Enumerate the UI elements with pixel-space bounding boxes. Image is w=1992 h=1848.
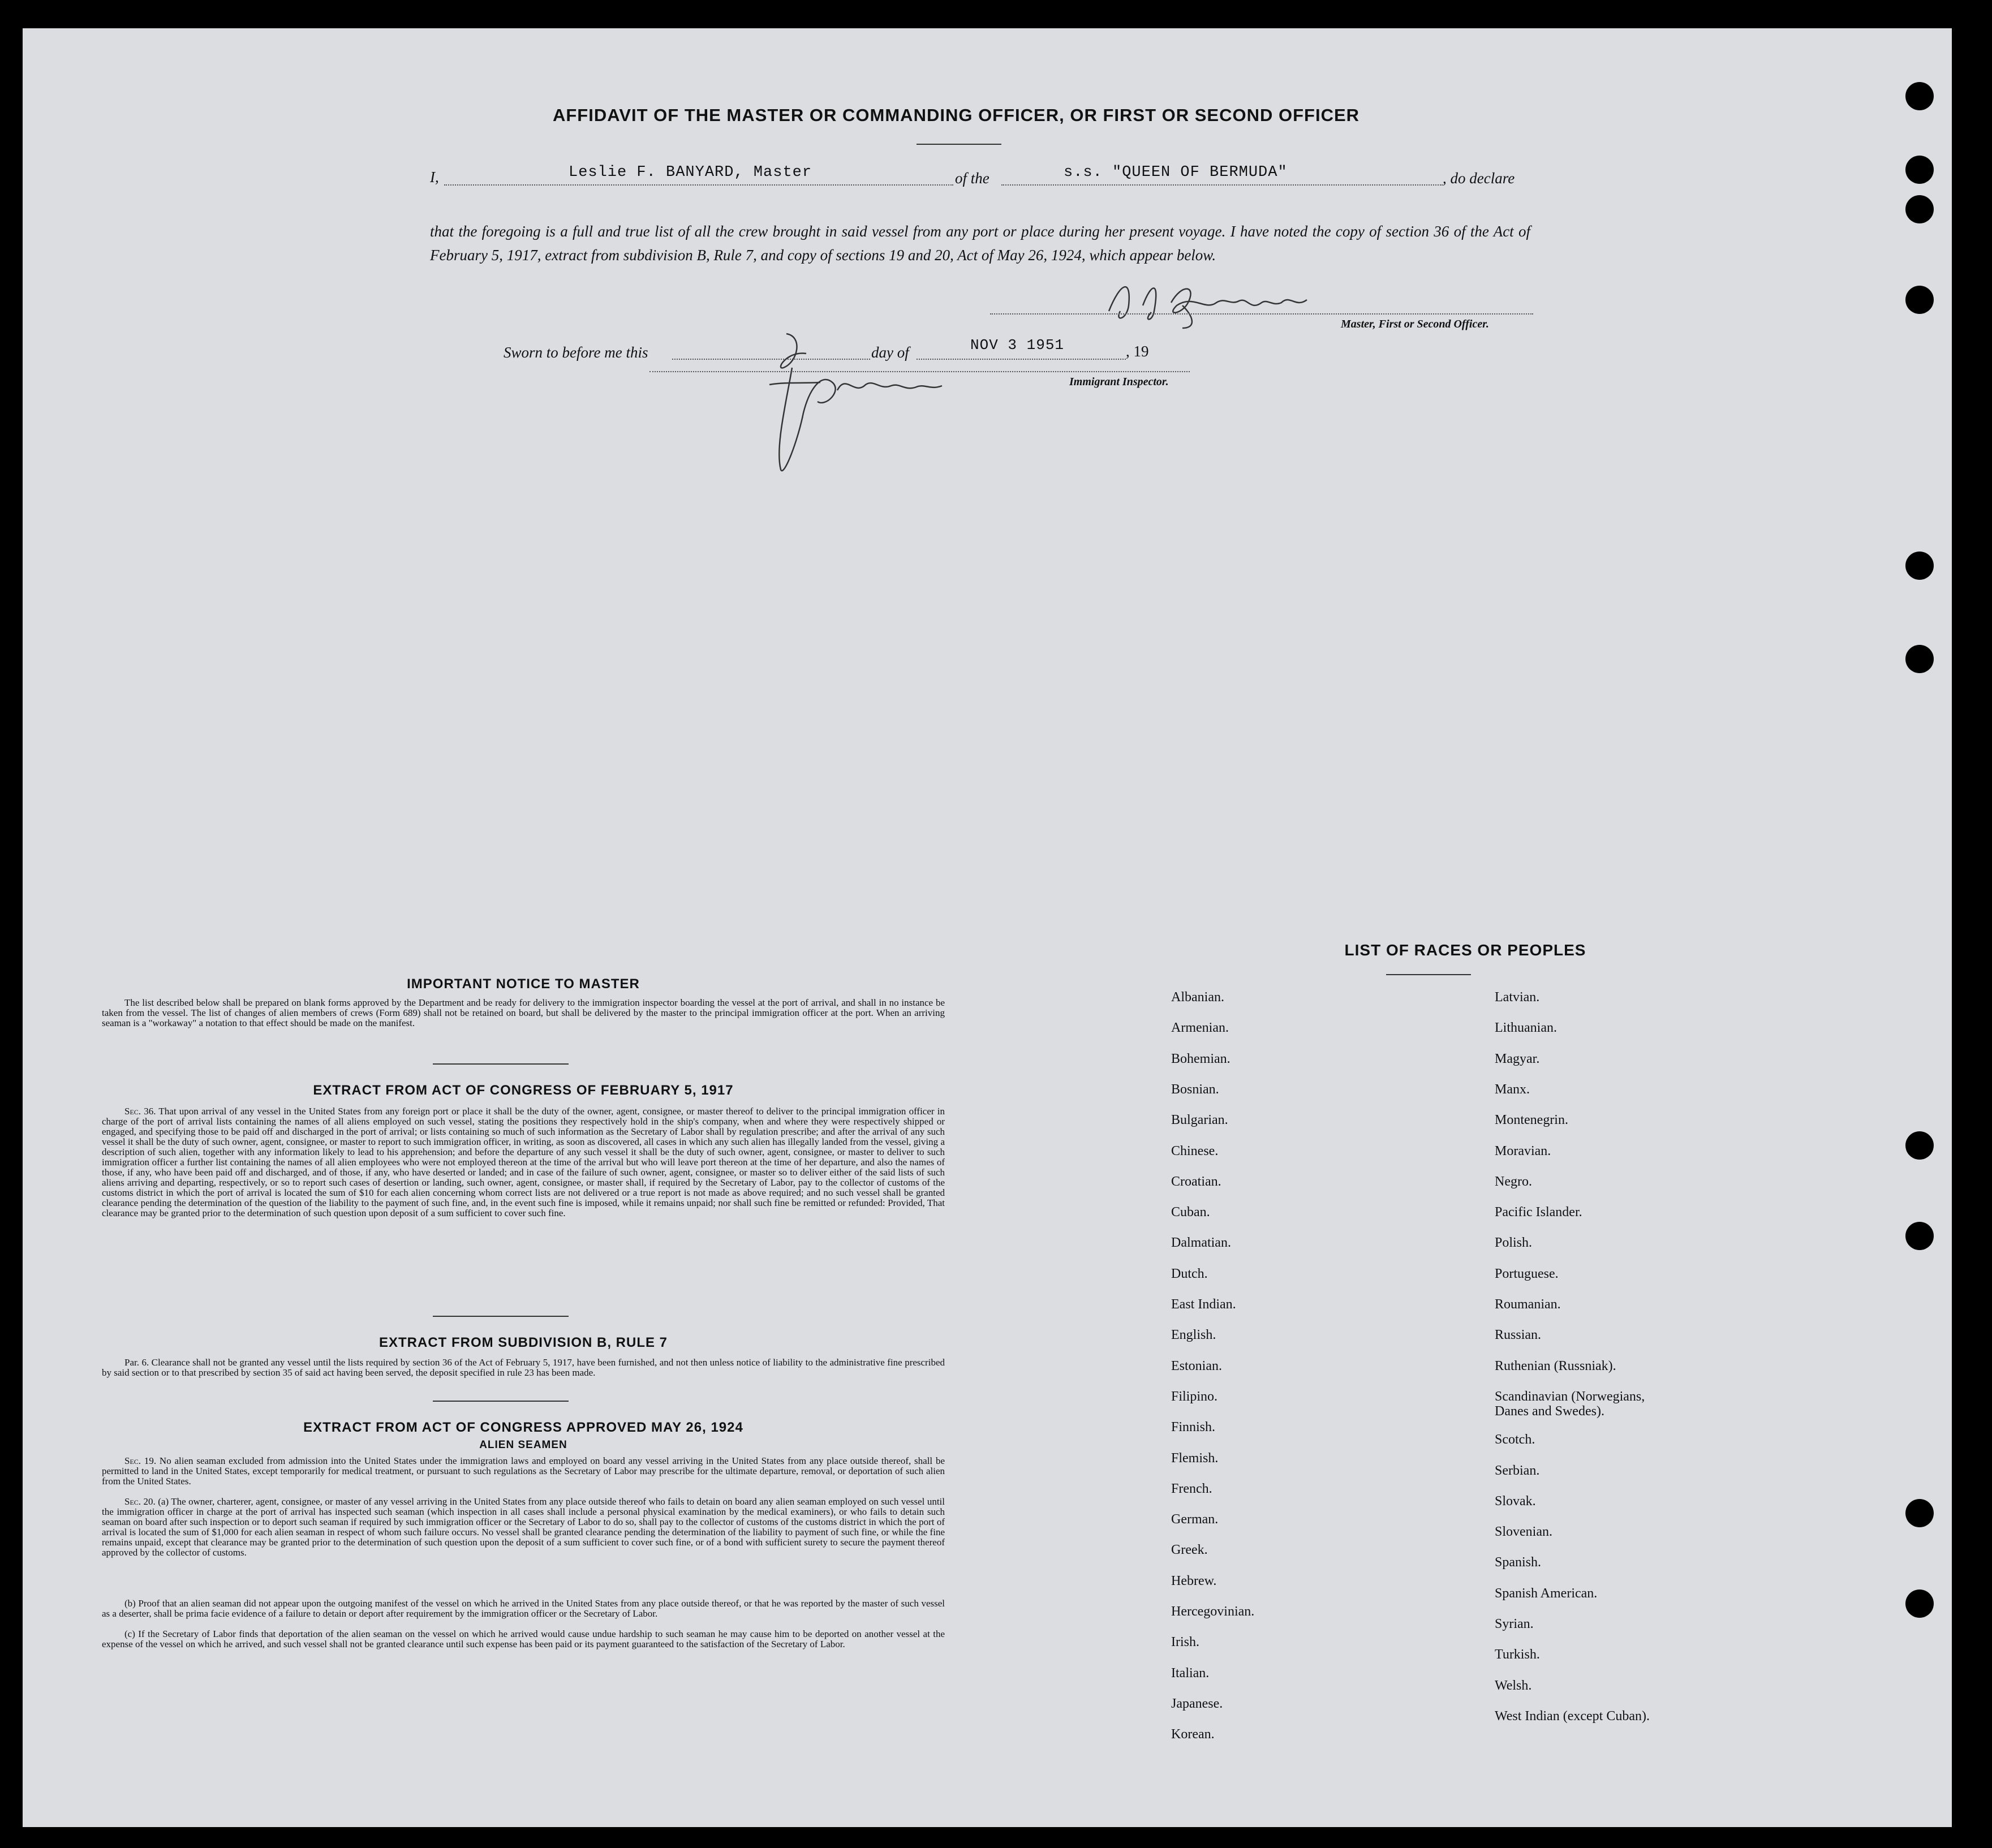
notice-title: IMPORTANT NOTICE TO MASTER <box>407 976 640 992</box>
notice-text: The list described below shall be prepared on blank forms approved by the Department and be ready for delivery to the immigration inspector boarding the vessel at the port of arrival, and shall in no instance be taken from the vessel. The list of changes of alien members of crews (Form 689) shall not be retained on board, but shall be delivered by the master to the principal immigration officer at the port. When an arriving seaman is a "workaway" a notation to that effect should be made on the manifest. <box>102 997 945 1028</box>
race-item: Greek. <box>1171 1543 1208 1558</box>
race-item: Korean. <box>1171 1727 1215 1742</box>
race-item: Dalmatian. <box>1171 1235 1231 1251</box>
races-title-rule <box>1386 974 1471 975</box>
race-item: Estonian. <box>1171 1358 1222 1373</box>
race-item: Albanian. <box>1171 990 1224 1005</box>
sec-19-label: Sec. 19. <box>124 1455 157 1466</box>
race-item: Japanese. <box>1171 1696 1223 1711</box>
race-item: Hercegovinian. <box>1171 1604 1255 1619</box>
title-rule <box>917 144 1001 145</box>
race-item: Welsh. <box>1495 1678 1532 1693</box>
sec-20a-body: (a) The owner, charterer, agent, consignee, or master of any vessel arriving in the United States from any place outside thereof who fails to detain on board any alien seaman employed on such vessel until the immigration officer in charge at the port of arrival has inspected such seaman (which inspection in all cases shall include a personal physical examination by the medical examiners), or who fails to detain such seaman on board after such inspection or to deport such seaman if required by such immigration officer or the Secretary of Labor to do so, shall pay to the collector of customs of the customs district in which the port of arrival is located the sum of $1,000 for each alien seaman in respect of whom such failure occurs. No vessel shall be granted clearance pending the determination of the liability to payment of such fine, or while the fine remains unpaid, except that clearance may be granted prior to the determination of such question upon the deposit of a sum sufficient to cover such fine, or of a bond with sufficient surety to secure the payment thereof approved by the collector of customs. <box>102 1496 945 1558</box>
vessel-name-line <box>1001 184 1443 186</box>
race-item: Pacific Islander. <box>1495 1205 1582 1220</box>
affidavit-title: AFFIDAVIT OF THE MASTER OR COMMANDING OFFICER, OR FIRST OR SECOND OFFICER <box>552 105 1360 125</box>
section-rule <box>433 1316 569 1317</box>
section-rule <box>433 1401 569 1402</box>
sec-20c-text: (c) If the Secretary of Labor finds that deportation of the alien seaman on the vessel on which he arrived would cause undue hardship to such seaman he may cause him to be deported on another vessel at the expense of the vessel on which he arrived, and such vessel shall not be granted clearance until such expense has been paid or its payment guaranteed to the satisfaction of the Secretary of Labor. <box>102 1629 945 1649</box>
race-item: Slovak. <box>1495 1493 1536 1509</box>
race-item: Filipino. <box>1171 1389 1218 1404</box>
race-item: Italian. <box>1171 1665 1210 1681</box>
race-item: Roumanian. <box>1495 1297 1561 1312</box>
race-item: Ruthenian (Russniak). <box>1495 1358 1616 1373</box>
race-item: Moravian. <box>1495 1143 1551 1158</box>
binder-hole <box>1905 82 1934 110</box>
race-item: Chinese. <box>1171 1143 1219 1158</box>
race-item: Serbian. <box>1495 1463 1540 1478</box>
race-item: Bulgarian. <box>1171 1113 1228 1128</box>
binder-hole <box>1905 1589 1934 1618</box>
race-item: Dutch. <box>1171 1266 1208 1281</box>
do-declare-label: , do declare <box>1443 170 1515 187</box>
inspector-caption: Immigrant Inspector. <box>1069 376 1169 388</box>
races-title: LIST OF RACES OR PEOPLES <box>1344 941 1586 959</box>
race-item: Slovenian. <box>1495 1524 1552 1540</box>
race-item: West Indian (except Cuban). <box>1495 1708 1650 1724</box>
sworn-label: Sworn to before me this <box>504 344 648 361</box>
inspector-signature <box>752 328 990 475</box>
race-item: Lithuanian. <box>1495 1020 1557 1036</box>
race-item: English. <box>1171 1328 1216 1343</box>
race-item: Armenian. <box>1171 1020 1229 1036</box>
rule7-title: EXTRACT FROM SUBDIVISION B, RULE 7 <box>378 1335 668 1350</box>
race-item: Montenegrin. <box>1495 1113 1568 1128</box>
race-item: Polish. <box>1495 1235 1533 1251</box>
signature-line <box>990 313 1533 315</box>
day-of-label: day of <box>871 344 909 361</box>
sec-20b-text: (b) Proof that an alien seaman did not appear upon the outgoing manifest of the vessel on which he arrived in the United States from any place outside thereof, or that he was reported by the master of such vessel as a deserter, shall be prima facie evidence of a failure to detain or deport after requirement by the immigration officer or the Secretary of Labor. <box>102 1598 945 1619</box>
section-rule <box>433 1063 569 1065</box>
race-item: Hebrew. <box>1171 1573 1217 1588</box>
race-item: East Indian. <box>1171 1297 1236 1312</box>
master-signature <box>1098 272 1324 334</box>
binder-hole <box>1905 1131 1934 1160</box>
signature-caption: Master, First or Second Officer. <box>1341 318 1489 330</box>
sec-20-label: Sec. 20. <box>124 1496 156 1507</box>
extract-1917-title: EXTRACT FROM ACT OF CONGRESS OF FEBRUARY 5, 1917 <box>313 1083 734 1098</box>
extract-1917-text <box>102 1106 945 1218</box>
binder-hole <box>1905 156 1934 184</box>
race-item: Finnish. <box>1171 1420 1216 1435</box>
vessel-name: s.s. "QUEEN OF BERMUDA" <box>1064 164 1288 181</box>
declaration-text: that the foregoing is a full and true list of all the crew brought in said vessel from any port or place during her present voyage. I have noted the copy of section 36 of the Act of February 5, 1917, extract from subdivision B, Rule 7, and copy of sections 19 and 20, Act of May 26, 1924, which appear below. <box>430 223 1530 264</box>
race-item: Scandinavian (Norwegians, Danes and Swedes). <box>1495 1389 1645 1419</box>
race-item: Negro. <box>1495 1174 1532 1189</box>
race-item: Latvian. <box>1495 990 1540 1005</box>
race-item: French. <box>1171 1481 1212 1496</box>
race-item: Spanish American. <box>1495 1586 1598 1601</box>
sec-36-label: Sec. 36. <box>124 1106 156 1117</box>
sec-36-text: That upon arrival of any vessel in the United States from any foreign port or place it shall be the duty of the owner, agent, consignee, or master thereof to deliver to the principal immigration officer in charge of the port of arrival lists containing the names of all aliens employed on such vessel, stating the positions they respectively hold in the ship's company, when and where they were respectively shipped or engaged, and specifying those to be paid off and discharged in the port of arrival; or lists containing so much of such information as the Secretary of Labor shall by regulation prescribe; and after the arrival of any such vessel it shall be the duty of such owner, agent, consignee, or master to report to such immigration officer, in writing, as soon as discovered, all cases in which any such alien has illegally landed from the vessel, giving a description of such alien, together with any information likely to lead to his apprehension; and before the departure of any such vessel it shall be the duty of such owner, agent, consignee, or master to deliver to such immigration officer a further list containing the names of all alien employees who were not employed thereon at the time of the arrival but who will leave port thereon at the time of her departure, and also the names of those, if any, who have been paid off and discharged, and of those, if any, who have deserted or landed; and in case of the failure of such owner, agent, consignee, or master so to deliver either of the said lists of such aliens arriving and departing, respectively, or so to report such cases of desertion or landing, such owner, agent, consignee, or master shall, if required by the Secretary of Labor, pay to the collector of customs of the customs district in which the port of arrival is located the sum of $10 for each alien concerning whom correct lists are not delivered or a true report is not made as above required; and no such vessel shall be granted clearance pending the determination of the question of the liability to the payment of such fine, and, in the event such fine is imposed, while it remains unpaid; nor shall such fine be remitted or refunded: Provided, That clearance may be granted prior to the determination of such question upon deposit of a sum sufficient to cover such fine. <box>102 1106 945 1218</box>
sec-20a-text <box>102 1497 945 1558</box>
binder-hole <box>1905 1222 1934 1250</box>
of-the-label: of the <box>955 170 989 187</box>
sworn-date: NOV 3 1951 <box>970 337 1065 354</box>
race-item: German. <box>1171 1512 1219 1527</box>
race-item: Croatian. <box>1171 1174 1221 1189</box>
race-item: Portuguese. <box>1495 1266 1559 1281</box>
race-item: Flemish. <box>1171 1450 1219 1466</box>
race-item: Bohemian. <box>1171 1051 1231 1066</box>
race-item: Irish. <box>1171 1635 1199 1650</box>
extract-1924-title: EXTRACT FROM ACT OF CONGRESS APPROVED MAY 26, 1924 <box>303 1420 743 1435</box>
race-item: Manx. <box>1495 1082 1530 1097</box>
race-item: Syrian. <box>1495 1617 1534 1631</box>
race-item: Bosnian. <box>1171 1082 1219 1097</box>
inspector-line <box>649 371 1190 372</box>
manifest-page <box>23 28 1952 1827</box>
rule7-text: Par. 6. Clearance shall not be granted any vessel until the lists required by section 36 of the Act of February 5, 1917, have been furnished, and not then unless notice of liability to the administrative fine prescribed by said section or to that prescribed by section 35 of said act having been served, the deposit specified in rule 23 has been made. <box>102 1357 945 1378</box>
year-suffix: , 19 <box>1126 343 1149 360</box>
race-item: Magyar. <box>1495 1051 1540 1066</box>
binder-hole <box>1905 1499 1934 1527</box>
race-item: Russian. <box>1495 1328 1542 1343</box>
binder-hole <box>1905 645 1934 673</box>
binder-hole <box>1905 552 1934 580</box>
race-item: Scotch. <box>1495 1432 1535 1448</box>
master-name: Leslie F. BANYARD, Master <box>569 164 812 181</box>
race-item: Turkish. <box>1495 1647 1540 1662</box>
sec-19-body: No alien seaman excluded from admission into the United States under the immigration laws and employed on board any vessel arriving in the United States from any place outside thereof, shall be permitted to land in the United States, except temporarily for medical treatment, or pursuant to such regulations as the Secretary of Labor may prescribe for the ultimate departure, removal, or deportation of such alien from the United States. <box>102 1455 945 1487</box>
binder-hole <box>1905 286 1934 314</box>
sec-19-text <box>102 1456 945 1487</box>
i-label: I, <box>430 169 439 186</box>
master-name-line <box>444 184 953 186</box>
race-item: Spanish. <box>1495 1555 1542 1570</box>
race-item: Cuban. <box>1171 1205 1210 1220</box>
binder-hole <box>1905 195 1934 223</box>
extract-1924-subtitle: ALIEN SEAMEN <box>479 1439 567 1451</box>
